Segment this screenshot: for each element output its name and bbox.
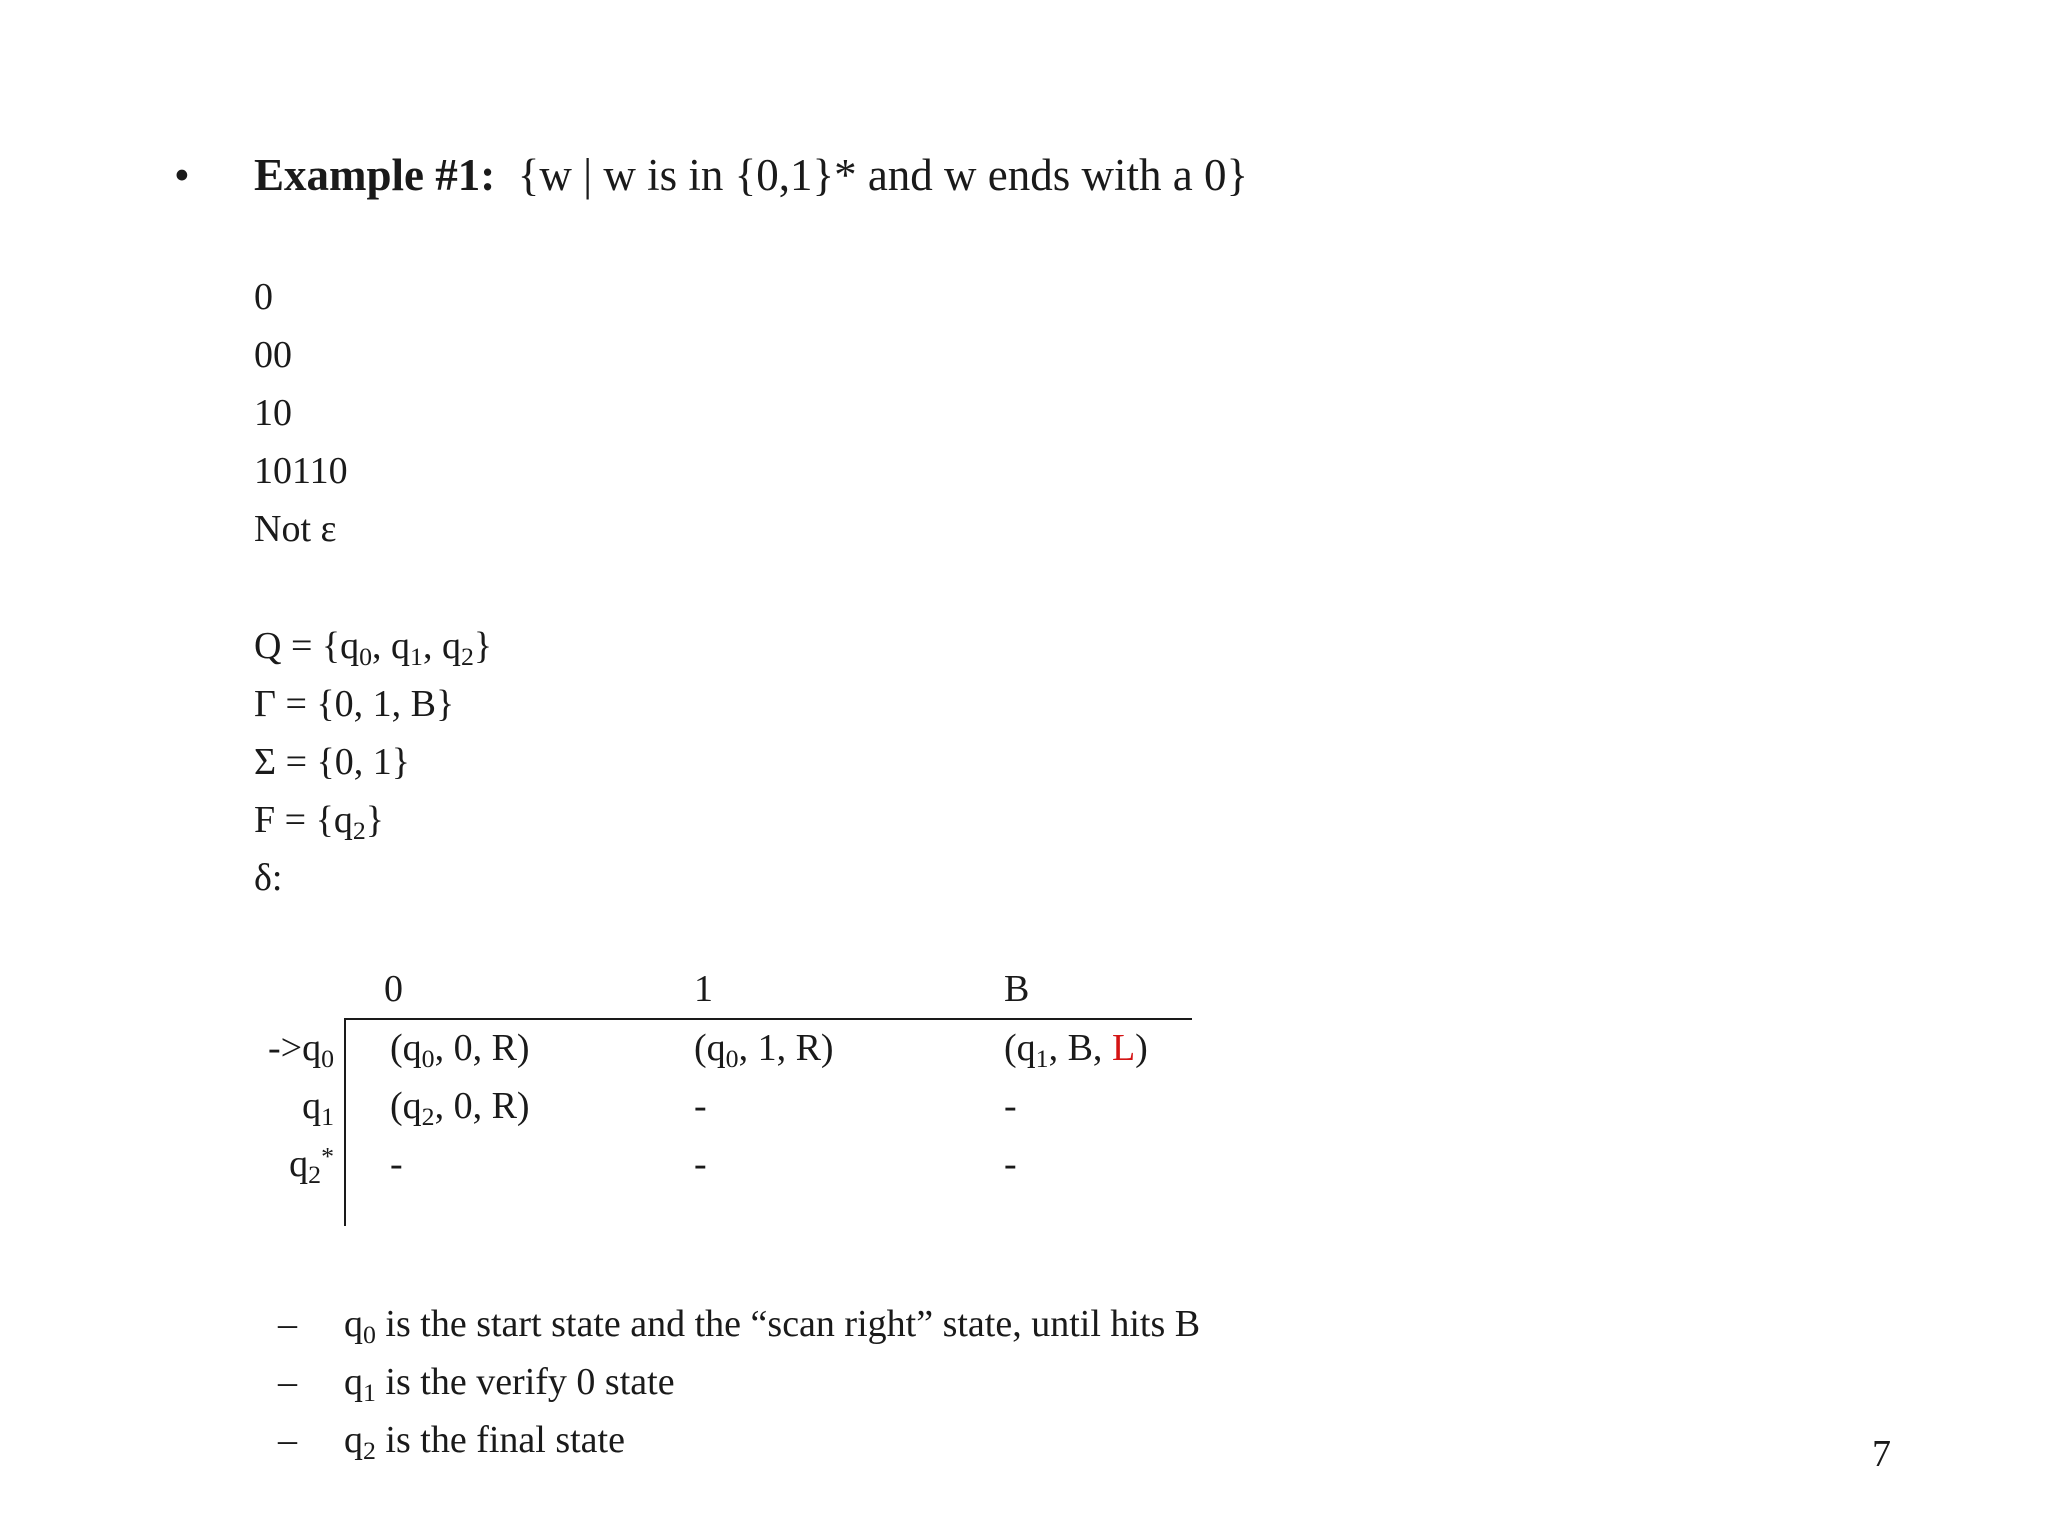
note-dash: – bbox=[278, 1361, 297, 1403]
table-cell: ($q_2$, 0, R) bbox=[390, 1085, 530, 1132]
title-label: Example #1: bbox=[254, 150, 496, 200]
tm-definitions bbox=[254, 617, 492, 907]
state-q0: $->q_0$ bbox=[267, 1027, 334, 1074]
def-sigma: Σ = {0, 1} bbox=[254, 741, 411, 783]
example-string: Not ε bbox=[254, 508, 337, 550]
table-cell: - bbox=[390, 1143, 403, 1185]
col-header-B: B bbox=[1004, 968, 1030, 1010]
table-cell: ($q_0$, 0, R) bbox=[390, 1027, 530, 1074]
slide-title bbox=[254, 146, 1248, 204]
state-q1: $q_1$ bbox=[302, 1085, 334, 1132]
table-cell: - bbox=[1004, 1085, 1017, 1127]
table-cell: - bbox=[694, 1085, 707, 1127]
table-cell: - bbox=[1004, 1143, 1017, 1185]
def-delta: δ: bbox=[254, 857, 283, 899]
example-string: 0 bbox=[254, 276, 273, 318]
col-header-1: 1 bbox=[694, 968, 713, 1010]
col-header-0: 0 bbox=[384, 968, 403, 1010]
bullet: • bbox=[174, 150, 190, 200]
note-dash: – bbox=[278, 1419, 297, 1461]
note-item: $q_1$ is the verify 0 state bbox=[344, 1361, 675, 1408]
example-string: 10110 bbox=[254, 450, 348, 492]
title-set: {w | w is in {0,1}* and w ends with a 0} bbox=[517, 150, 1249, 200]
table-state-rule bbox=[344, 1018, 346, 1226]
example-strings bbox=[254, 268, 348, 558]
note-item: $q_2$ is the final state bbox=[344, 1419, 625, 1466]
def-gamma: Γ = {0, 1, B} bbox=[254, 683, 455, 725]
state-q2: $q_2^*$ bbox=[289, 1141, 334, 1190]
example-string: 10 bbox=[254, 392, 292, 434]
page-number: 7 bbox=[1872, 1433, 1891, 1475]
note-dash: – bbox=[278, 1303, 297, 1345]
table-cell: ($q_0$, 1, R) bbox=[694, 1027, 834, 1074]
move-left-highlight: L bbox=[1111, 1027, 1136, 1069]
def-F: $F = \{q_2\}$ bbox=[254, 799, 384, 846]
table-cell: - bbox=[694, 1143, 707, 1185]
note-item: $q_0$ is the start state and the “scan right” state, until hits B bbox=[344, 1303, 1201, 1350]
example-string: 00 bbox=[254, 334, 292, 376]
def-Q: $Q = \{q_0$, $q_1$, $q_2$} bbox=[254, 625, 493, 672]
table-cell: ($q_1$, B, L) bbox=[1004, 1027, 1148, 1074]
